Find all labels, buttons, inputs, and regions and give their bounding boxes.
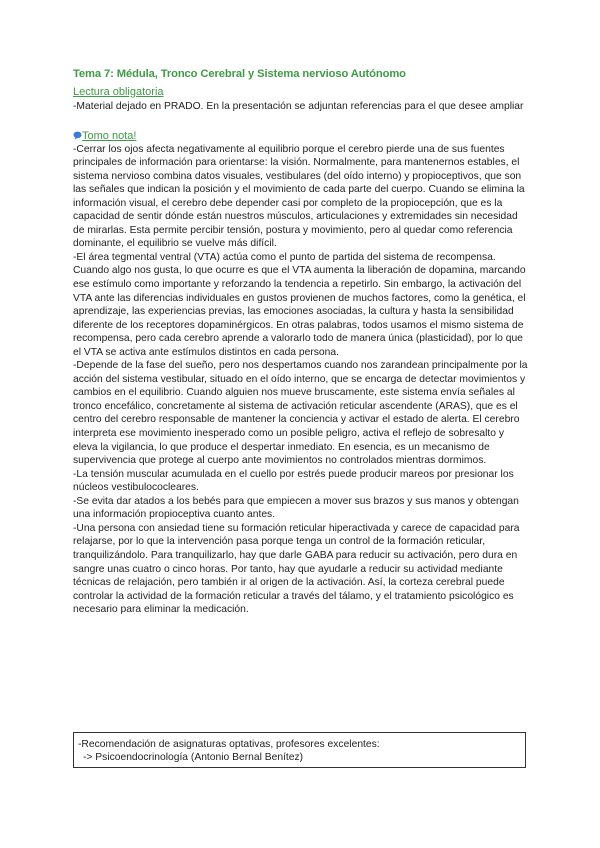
note-paragraph: -Depende de la fase del sueño, pero nos despertamos cuando nos zarandean principalmente por la acción del sistema vestibular, situado en el oído interno, que se encarga de detectar movimientos y cambios en el equilibrio. Cuando alguien nos mueve bruscamente, este sistema envía señales al tronco encefálico, concretamente al sistema de activación reticular ascendente (ARAS), que es el centro del cerebro responsable de mantener la conciencia y activar el estado de alerta. El cerebro interpreta ese movimiento inesperado como un posible peligro, activa el reflejo de sobresalto y eleva la vigilancia, lo que produce el despertar inmediato. En esencia, es un mecanismo de supervivencia que protege al cuerpo ante movimientos no controlados mientras dormimos. xyxy=(73,360,528,467)
note-paragraph: -Una persona con ansiedad tiene su formación reticular hiperactivada y carece de capacidad para relajarse, por lo que la intervención pasa porque tenga un control de la formación reticular, tranquilizándolo. Para tranquilizarlo, hay que darle GABA para reducir su activación, pero dura en sangre unas cuatro o cinco horas. Por tanto, hay que ayudarle a reducir su actividad mediante técnicas de relajación, pero también ir al origen de la activación. Así, la corteza cerebral puede controlar la actividad de la formación reticular a través del tálamo, y el tratamiento psicológico es necesario para eliminar la medicación. xyxy=(73,522,520,616)
note-paragraph: -El área tegmental ventral (VTA) actúa como el punto de partida del sistema de recompensa. Cuando algo nos gusta, lo que ocurre es que el VTA aumenta la liberación de dopamina, marcando ese estímulo como importante y reforzando la tendencia a repetirlo. Sin embargo, la activación del VTA ante las diferencias individuales en gustos provienen de muchos factores, como la genética, el aprendizaje, las experiencias previas, las emociones asociadas, la cultura y hasta la sensibilidad diferente de los receptores dopaminérgicos. En otras palabras, todos usamos el mismo sistema de recompensa, pero cada cerebro aprende a valorarlo todo de manera única (plasticidad), por lo que el VTA se activa ante estímulos distintos en cada persona. xyxy=(73,251,526,358)
note-paragraph: -La tensión muscular acumulada en el cuello por estrés puede producir mareos por presionar los núcleos vestibulococleares. xyxy=(73,468,514,494)
note-header xyxy=(73,129,529,143)
note-link[interactable]: Tomo nota! xyxy=(82,129,137,142)
note-paragraph: -Cerrar los ojos afecta negativamente al equilibrio porque el cerebro pierde una de sus fuentes principales de información para orientarse: la visión. Normalmente, para mantenernos estables, el sistema nervioso combina datos visuales, vestibulares (del oído interno) y propioceptivos, que son las señales que indican la posición y el movimiento de cada parte del cuerpo. Cuando se elimina la información visual, el cerebro debe depender casi por completo de la propiocepción, que es la capacidad de sentir dónde están nuestros músculos, articulaciones y extremidades sin necesidad de mirarlas. Esta permite percibir tensión, postura y movimiento, pero al quedar como referencia dominante, el equilibrio se vuelve más difícil. xyxy=(73,143,525,250)
material-text: -Material dejado en PRADO. En la presentación se adjuntan referencias para el que desee ampliar xyxy=(73,101,524,112)
speech-bubble-icon xyxy=(73,131,82,140)
recommendation-course: -> Psicoendocrinología (Antonio Bernal Benítez) xyxy=(83,752,304,763)
page-title: Tema 7: Médula, Tronco Cerebral y Sistema nervioso Autónomo xyxy=(73,68,406,80)
note-paragraph: -Se evita dar atados a los bebés para que empiecen a mover sus brazos y sus manos y obtengan una información propioceptiva cuanto antes. xyxy=(73,495,519,521)
recommendation-line: -Recomendación de asignaturas optativas, profesores excelentes: xyxy=(78,739,380,750)
spacer xyxy=(73,114,529,129)
recommendation-box xyxy=(73,732,526,768)
reading-link[interactable]: Lectura obligatoria xyxy=(73,86,164,98)
document-body xyxy=(73,67,529,617)
